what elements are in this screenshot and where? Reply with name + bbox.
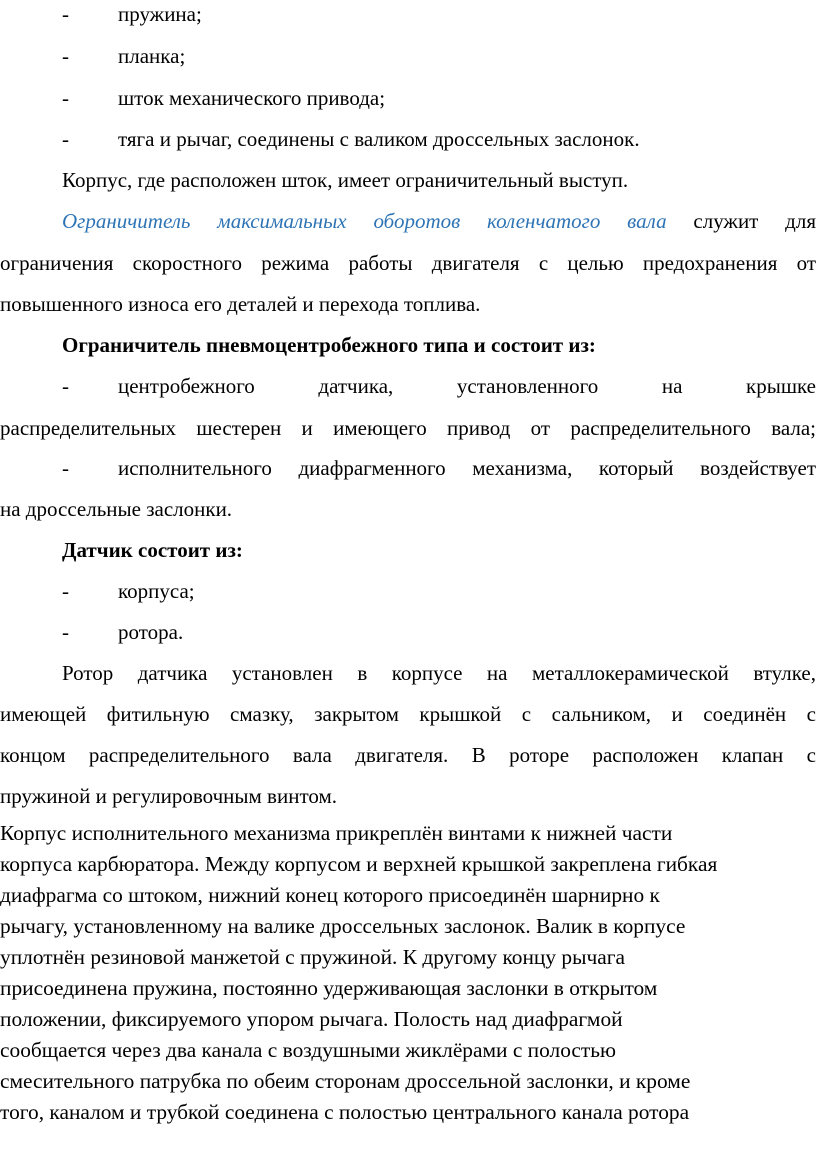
rotor-paragraph-line: пружиной и регулировочным винтом.	[0, 784, 337, 808]
actuator-paragraph-line: сообщается через два канала с воздушными жиклёрами с полостью	[0, 1038, 617, 1062]
list-dash: -	[62, 127, 69, 151]
list-item-text: ротора.	[118, 620, 184, 644]
list-dash: -	[62, 44, 69, 68]
heading-limiter: Ограничитель пневмоцентробежного типа и состоит из:	[62, 333, 596, 357]
list-item-text: шток механического привода;	[118, 86, 386, 110]
rotor-paragraph-line: концом распределительного вала двигателя. В роторе расположен клапан с	[0, 743, 816, 767]
actuator-paragraph-line: рычагу, установленному на валике дроссельных заслонок. Валик в корпусе	[0, 914, 686, 938]
list-dash: -	[62, 579, 69, 603]
list-dash: -	[62, 456, 69, 480]
actuator-paragraph-line: смесительного патрубка по обеим сторонам дроссельной заслонки, и кроме	[0, 1069, 691, 1093]
actuator-paragraph-line: присоединена пружина, постоянно удерживающая заслонки в открытом	[0, 976, 658, 1000]
list-item-text: центробежного датчика, установленного на крышке	[118, 374, 816, 398]
actuator-paragraph-line: уплотнён резиновой манжетой с пружиной. К другому концу рычага	[0, 945, 625, 969]
actuator-paragraph-line: Корпус исполнительного механизма прикреплён винтами к нижней части	[0, 821, 673, 845]
list-item-continuation: распределительных шестерен и имеющего привод от распределительного вала;	[0, 416, 816, 440]
rotor-paragraph-line: имеющей фитильную смазку, закрытом крышкой с сальником, и соединён с	[0, 702, 816, 726]
list-item-text: исполнительного диафрагменного механизма, который воздействует	[118, 456, 816, 480]
actuator-paragraph-line: диафрагма со штоком, нижний конец которого присоединён шарнирно к	[0, 883, 660, 907]
list-item-continuation: на дроссельные заслонки.	[0, 497, 233, 521]
actuator-paragraph-line: того, каналом и трубкой соединена с полостью центрального канала ротора	[0, 1100, 690, 1124]
list-dash: -	[62, 86, 69, 110]
limiter-line1-rest: служит для	[693, 209, 816, 233]
actuator-paragraph-line: корпуса карбюратора. Между корпусом и верхней крышкой закреплена гибкая	[0, 852, 718, 876]
list-dash: -	[62, 620, 69, 644]
limiter-paragraph-line: ограничения скоростного режима работы двигателя с целью предохранения от	[0, 251, 816, 275]
list-item-text: планка;	[118, 44, 186, 68]
actuator-paragraph-line: положении, фиксируемого упором рычага. Полость над диафрагмой	[0, 1007, 623, 1031]
paragraph-body-housing: Корпус, где расположен шток, имеет ограничительный выступ.	[62, 168, 629, 192]
list-item-text: пружина;	[118, 2, 202, 26]
list-dash: -	[62, 2, 69, 26]
list-dash: -	[62, 374, 69, 398]
list-item-text: корпуса;	[118, 579, 195, 603]
limiter-term: Ограничитель максимальных оборотов коленчатого вала	[62, 209, 667, 233]
limiter-paragraph-line	[62, 209, 816, 234]
heading-sensor: Датчик состоит из:	[62, 538, 243, 562]
rotor-paragraph-line: Ротор датчика установлен в корпусе на металлокерамической втулке,	[62, 661, 816, 685]
limiter-paragraph-line: повышенного износа его деталей и перехода топлива.	[0, 292, 481, 316]
actuator-paragraph	[0, 818, 816, 1128]
list-item-text: тяга и рычаг, соединены с валиком дроссельных заслонок.	[118, 127, 640, 151]
